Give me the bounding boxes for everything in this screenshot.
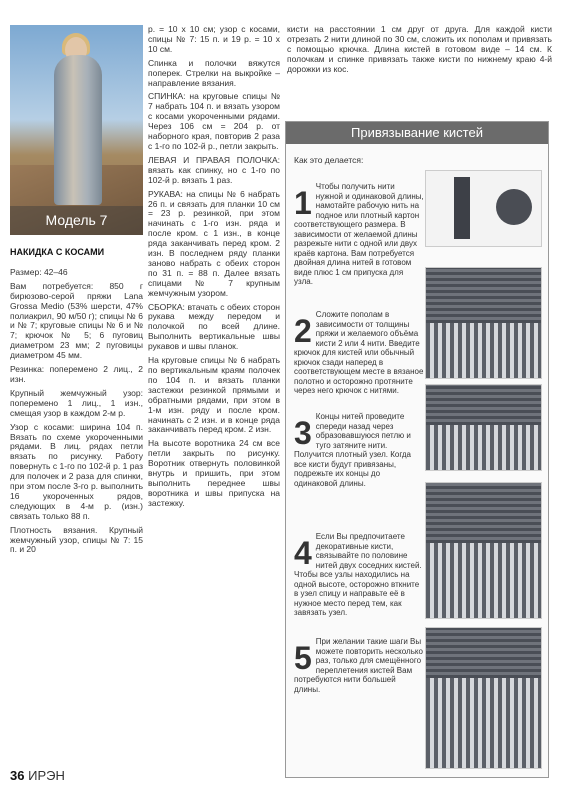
yarn-ball-icon [496,189,532,225]
step-text: Сложите пополам в зависимости от толщины пряжи и желаемого объёма кисти 2 или 4 нити. Введите крючок для кистей или обычный крючок сзади наперед в соответствующем месте в вязаное полотно и осторожно протяните через него крючок с нитями. [294,310,424,395]
step-5 [294,637,424,694]
paragraph: На высоте воротника 24 см все петли закрыть по рисунку. Воротник отвернуть половинкой внутрь и пришить, при этом выполнить переднее швы воротника и швы припуска на застежку. [148,438,280,508]
model-figure [54,55,102,205]
right-top-text [287,25,552,79]
step-number: 2 [294,313,312,349]
panel-title: Привязывание кистей [286,122,548,144]
paragraph: Крупный жемчужный узор: поперемено 1 лиц., 1 изн., смещая узор в каждом 2-м р. [10,387,143,418]
step-3 [294,412,424,488]
page-number: 36 [10,768,25,783]
step-number: 5 [294,640,312,676]
paragraph: Спинка и полочки вяжутся поперек. Стрелки на выкройке – направление вязания. [148,57,280,88]
step-text: При желании такие шаги Вы можете повторить несколько раз, только для смещённого переплетения кистей Вам потребуются нити большей длины. [294,637,423,694]
step-1-image [425,170,542,247]
step-5-image [425,627,542,769]
paragraph: Резинка: поперемено 2 лиц., 2 изн. [10,364,143,384]
paragraph: СБОРКА: втачать с обеих сторон рукава между передом и полочкой по всей длине. Выполнить вертикальные швы рукавов и швы планок. [148,301,280,352]
step-4-image [425,482,542,619]
paragraph: р. = 10 x 10 см; узор с косами, спицы № 7: 15 п. и 19 р. = 10 x 10 см. [148,24,280,54]
paragraph: Вам потребуется: 850 г бирюзово-серой пряжи Lana Grossa Medio (53% шерсти, 47% полиакрил, 90 м/50 г); спицы № 6 и № 7; круговые спицы № 6 и № 7; крючок № 5; 6 пуговиц диаметром 23 мм; 2 пуговицы диаметром 45 мм. [10,280,143,361]
paragraph: Размер: 42–46 [10,266,68,277]
panel-intro: Как это делается: [294,155,364,165]
page-footer [10,768,65,783]
model-label: Модель 7 [10,206,143,235]
cardboard-icon [454,177,470,239]
step-2 [294,310,424,396]
step-1 [294,182,424,287]
step-text: Чтобы получить нити нужной и одинаковой длины, намотайте рабочую нить на подное или плотный картон соответствующего размера. В зависимости от желаемой длины разрежьте нити с одной или двух краёв картона. Вам потребуется двойная длина нитей в готовом виде плюс 1 см припуска для узла. [294,182,424,286]
model-photo [10,25,143,235]
magazine-name: ИРЭН [28,768,65,783]
knit-fabric [426,268,541,323]
step-2-image [425,267,542,379]
paragraph: Плотность вязания. Крупный жемчужный узор, спицы № 7: 15 п. и 20 [10,524,143,555]
fringe [426,678,541,768]
tassels-panel [285,121,549,778]
fringe [426,425,541,470]
knit-fabric [426,385,541,425]
step-number: 4 [294,535,312,571]
paragraph: СПИНКА: на круговые спицы № 7 набрать 104 п. и вязать узором с косами укороченными рядами. Через 106 см = 204 р. от наборного края, повторив 2 раза с 1-го по 102-й р., петли закрыть. [148,91,280,151]
middle-column [148,25,280,513]
step-number: 3 [294,415,312,451]
left-column [10,240,143,559]
paragraph: ЛЕВАЯ И ПРАВАЯ ПОЛОЧКА: вязать как спинку, но с 1-го по 102-й р. вязать 1 раз. [148,154,280,185]
step-text: Если Вы предпочитаете декоративные кисти, связывайте по половине нитей двух соседних кистей. Чтобы все узлы находились на одной высоте, осторожно вткните в узел спицу и направьте её в нужное место перед тем, как завязать узел. [294,532,422,617]
knit-fabric [426,483,541,543]
step-3-image [425,384,542,471]
article-title: НАКИДКА С КОСАМИ [10,247,105,257]
step-number: 1 [294,185,312,221]
fringe [426,543,541,618]
paragraph: РУКАВА: на спицы № 6 набрать 26 п. и связать для планки 10 см = 23 р. резинкой, при этом начинать с 1-го изн. ряда и после кром. с 1 изн., в конце ряда заканчивать перед кром. 2 изн. В последнем ряду планки заново набрать с обеих сторон по 31 п. = 88 п. Далее вязать спицами № 7 крупным жемчужным узором. [148,188,280,298]
paragraph: На круговые спицы № 6 набрать по вертикальным краям полочек по 104 п. и вязать планки застежки резинкой прямыми и обратными рядами, при этом в 1-м изн. ряду и после кром. начинать с 2 изн. и в конце ряда заканчивать перед кром. 2 изн. [148,355,280,435]
step-text: Концы нитей проведите спереди назад через образовавшуюся петлю и туго затяните нити. Получится плотный узел. Когда все кисти будут привязаны, подрежьте их концы до одинаковой длины. [294,412,412,488]
paragraph: кисти на расстоянии 1 см друг от друга. Для каждой кисти отрезать 2 нити длиной по 30 см, сложить их пополам и привязать с помощью крючка. Длина кистей в готовом виде – 14 см. К полочкам и спинке привязать также кисти по нижнему краю 4-й дорожки из кос. [287,24,552,74]
step-4 [294,532,424,618]
paragraph: Узор с косами: ширина 104 п. Вязать по схеме укороченными рядами. В лиц. рядах петли вязать по рисунку. Работу повернуть с 1-го по 102-й р. 1 раз для полочек и 2 раза для спинки, при этом после 3-го р. выполнить 16 укороченных рядов, следующих в 4-м р. (изн.) связать только 88 п. [10,421,143,521]
fringe [426,323,541,378]
knit-fabric [426,628,541,678]
